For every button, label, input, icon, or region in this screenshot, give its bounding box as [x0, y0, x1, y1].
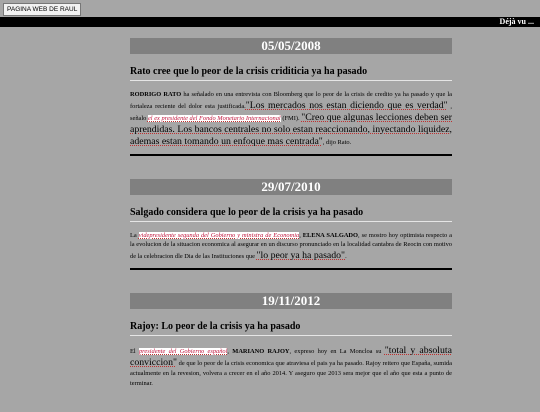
body-text: , expreso hoy en La Moncloa su — [289, 348, 385, 356]
blog-entry — [130, 293, 452, 389]
blog-entry — [130, 38, 452, 156]
body-text: El — [130, 348, 139, 356]
body-text: ha señalado en una entrevista con Bloomberg que lo peor de la crisis de credito ya ha pasado y que la fortaleza reciente del dolor esta justificada. — [130, 91, 452, 110]
quote-text: "lo peor ya ha pasado" — [256, 250, 346, 262]
body-text: , señalo — [130, 102, 452, 122]
blog-content — [130, 38, 452, 412]
quote-text: "total y absoluta conviccion" — [130, 345, 452, 369]
body-text: de que lo peor de la crisis economica que atraviesa el pais ya ha pasado. Rajoy reitero que España, sumida actualmente en la revesion, volvera a crecer en el año 2014. Y aseguro que 2013 sera mejor que el año que esta a punto de terminar. — [130, 360, 452, 387]
blog-entry — [130, 179, 452, 271]
entry-body — [130, 231, 452, 263]
entry-date: 19/11/2012 — [130, 293, 452, 309]
person-name: RODRIGO RATO — [130, 91, 182, 98]
top-bar — [0, 17, 540, 27]
entry-body — [130, 345, 452, 389]
body-text: , — [227, 348, 233, 356]
body-text: (FMI). — [280, 114, 302, 122]
body-text: , dijo Rato. — [322, 138, 352, 146]
home-page-button[interactable]: PAGINA WEB DE RAUL — [3, 3, 81, 16]
entry-date: 05/05/2008 — [130, 38, 452, 54]
entry-title[interactable]: Salgado considera que lo peor de la crisis ya ha pasado — [130, 207, 452, 222]
body-text: . — [345, 253, 347, 261]
body-text: , — [299, 231, 303, 239]
person-role: el ex presidente del Fondo Monetario Internacional — [147, 114, 281, 122]
entry-title[interactable]: Rato cree que lo peor de la crisis criditicia ya ha pasado — [130, 66, 452, 81]
entry-divider — [130, 268, 452, 270]
person-name: MARIANO RAJOY — [232, 348, 290, 356]
entry-title[interactable]: Rajoy: Lo peor de la crisis ya ha pasado — [130, 321, 452, 336]
person-name: ELENA SALGADO — [302, 231, 359, 239]
body-text: La — [130, 231, 139, 239]
entry-divider — [130, 154, 452, 156]
person-role: presidente del Gobierno español — [138, 348, 228, 356]
quote-text: "Los mercados nos estan diciendo que es verdad" — [245, 99, 448, 111]
entry-body — [130, 90, 452, 148]
blog-tagline: Déjà vu ... — [499, 17, 534, 26]
person-role: videpresidente segunda del Gobierno y ministra de Economia — [138, 231, 300, 239]
body-text: , se mostro hoy optimista respecto a la evolucion de la situacion economica al asegurar en un discurso pronunciado en la localidad cantabra de Reocin con motivo de la celebracion dle Dia de las Instituciones que — [130, 231, 453, 261]
entry-date: 29/07/2010 — [130, 179, 452, 195]
quote-text: "Creo que algunas lecciones deben ser aprendidas. Los bancos centrales no solo estan reaccionando, inyectando liquidez, ademas estan tomando un enfoque mas centrada" — [130, 111, 453, 147]
